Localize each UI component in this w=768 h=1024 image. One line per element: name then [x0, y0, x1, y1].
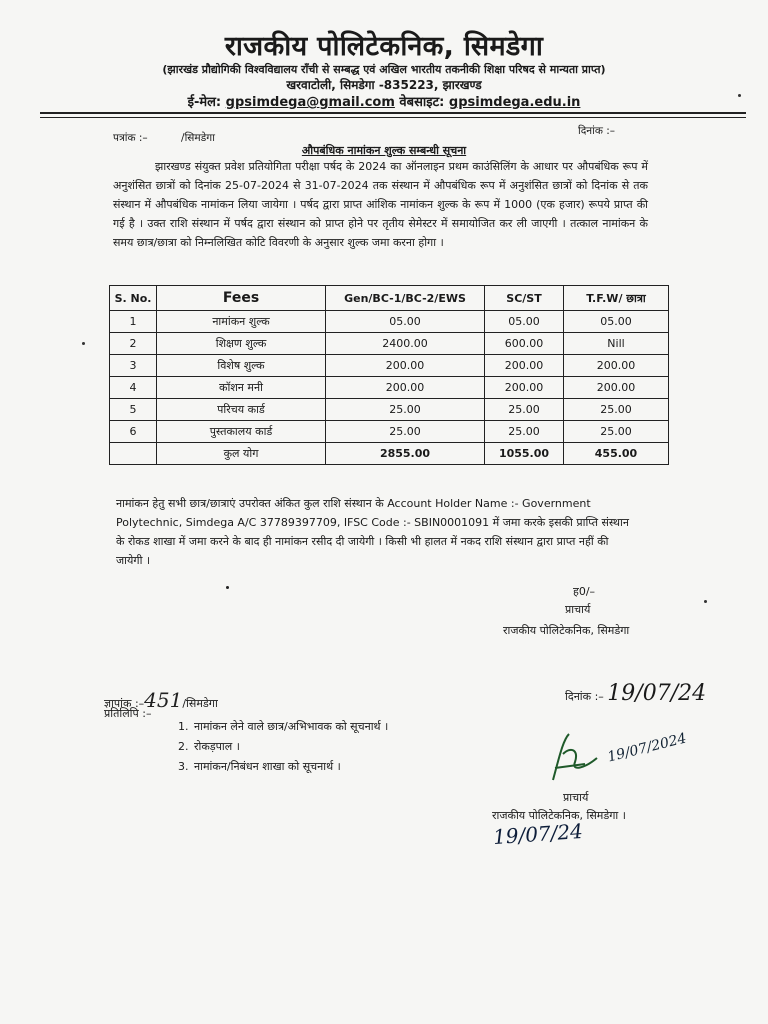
cell-scst: 200.00 — [485, 355, 564, 377]
list-number: 1. — [178, 720, 189, 733]
cell-tfw: 05.00 — [564, 311, 669, 333]
cell-fee-name: शिक्षण शुल्क — [157, 333, 326, 355]
copy-list — [178, 717, 388, 777]
table-row — [110, 421, 669, 443]
principal-designation-2: प्राचार्य — [563, 791, 589, 804]
cell-sno — [110, 443, 157, 465]
fees-table — [109, 285, 669, 465]
scan-mark — [738, 94, 741, 97]
scan-mark — [82, 342, 85, 345]
total-scst: 1055.00 — [485, 443, 564, 465]
memo-number-suffix: /सिमडेगा — [182, 697, 218, 710]
scan-mark — [704, 600, 707, 603]
cell-sno: 3 — [110, 355, 157, 377]
cell-gen: 05.00 — [326, 311, 485, 333]
cell-fee-name: पुस्तकालय कार्ड — [157, 421, 326, 443]
cell-fee-name: नामांकन शुल्क — [157, 311, 326, 333]
copy-to-label: प्रतिलिपि :– — [104, 707, 152, 720]
cell-fee-name: कॉशन मनी — [157, 377, 326, 399]
column-header: Gen/BC-1/BC-2/EWS — [326, 286, 485, 311]
cell-scst: 25.00 — [485, 399, 564, 421]
cell-gen: 200.00 — [326, 355, 485, 377]
email-link[interactable]: gpsimdega@gmail.com — [225, 95, 395, 110]
cell-sno: 5 — [110, 399, 157, 421]
website-link[interactable]: gpsimdega.edu.in — [448, 95, 581, 110]
total-gen: 2855.00 — [326, 443, 485, 465]
initial-date: 19/07/24 — [492, 818, 584, 850]
principal-institution-2: राजकीय पोलिटेकनिक, सिमडेगा । — [492, 809, 626, 822]
signed-mark: ह0/– — [573, 585, 596, 598]
cell-gen: 2400.00 — [326, 333, 485, 355]
cell-gen: 25.00 — [326, 399, 485, 421]
cell-sno: 1 — [110, 311, 157, 333]
cell-tfw: 200.00 — [564, 377, 669, 399]
affiliation-line: (झारखंड प्रौद्योगिकी विश्वविद्यालय राँची से सम्बद्ध एवं अखिल भारतीय तकनीकी शिक्षा परिषद से मान्यता प्राप्त) — [162, 63, 606, 76]
list-number: 3. — [178, 760, 189, 773]
table-row — [110, 377, 669, 399]
list-text: नामांकन लेने वाले छात्र/अभिभावक को सूचनार्थ । — [194, 720, 389, 733]
column-header: Fees — [157, 286, 326, 311]
table-header-row — [110, 286, 669, 311]
letter-body: झारखण्ड संयुक्त प्रवेश प्रतियोगिता परीक्षा पर्षद के 2024 का ऑनलाइन प्रथम काउंसिलिंग के आधार पर औपबंधिक रूप में अनुशंसित छात्रों को दिनांक 25-07-2024 से 31-07-2024 तक संस्थान में औपबंधिक रूप में अनुशंसित छात्रों को दिनांक से तक संस्थान में औपबंधिक नामांकन लिया जायेगा । पर्षद द्वारा प्राप्त आंशिक नामांकन शुल्क के रूप में 1000 (एक हजार) रूपये प्राप्त की गई है । उक्त राशि संस्थान में पर्षद द्वारा संस्थान को प्राप्त होने पर तृतीय सेमेस्टर में समायोजित कर ली जाएगी । तत्काल नामांकन के समय छात्र/छात्रा को निम्नलिखित कोटि विवरणी के अनुसार शुल्क जमा करना होगा । — [113, 160, 648, 249]
payment-note: नामांकन हेतु सभी छात्र/छात्राएं उपरोक्त अंकित कुल राशि संस्थान के Account Holder Name :- Government Polytechnic, Simdega A/C 37789397709, IFSC Code :- SBIN0001091 में जमा करके इसकी प्राप्ति संस्थान के रोकड शाखा में जमा करने के बाद ही नामांकन रसीद दी जायेगी । किसी भी हालत में नकद राशि संस्थान द्वारा प्राप्त नहीं की जायेगी । — [116, 497, 629, 567]
list-text: रोकड़पाल । — [194, 740, 240, 753]
table-row — [110, 311, 669, 333]
cell-sno: 4 — [110, 377, 157, 399]
institution-title: राजकीय पोलिटेकनिक, सिमडेगा — [224, 31, 544, 62]
column-header: SC/ST — [485, 286, 564, 311]
cell-sno: 2 — [110, 333, 157, 355]
list-text: नामांकन/निबंधन शाखा को सूचनार्थ । — [194, 760, 341, 773]
column-header: S. No. — [110, 286, 157, 311]
total-tfw: 455.00 — [564, 443, 669, 465]
principal-institution: राजकीय पोलिटेकनिक, सिमडेगा — [503, 624, 630, 637]
cell-tfw: 25.00 — [564, 421, 669, 443]
cell-gen: 25.00 — [326, 421, 485, 443]
list-item — [178, 737, 388, 757]
email-label: ई-मेल: — [187, 95, 222, 110]
table-row — [110, 333, 669, 355]
list-item — [178, 757, 388, 777]
memo-date-handwritten: 19/07/24 — [607, 681, 707, 706]
column-header: T.F.W/ छात्रा — [564, 286, 669, 311]
scan-mark — [226, 586, 229, 589]
principal-designation: प्राचार्य — [565, 603, 591, 616]
list-item — [178, 717, 388, 737]
table-row — [110, 355, 669, 377]
header-divider — [40, 112, 746, 114]
letter-number: पत्रांक :– /सिमडेगा — [113, 132, 215, 144]
header-divider-thin — [40, 117, 746, 118]
cell-sno: 6 — [110, 421, 157, 443]
memo-date-label: दिनांक :– — [565, 690, 604, 703]
website-label: वेबसाइट: — [399, 95, 445, 110]
memo-number-label: ज्ञापांक :– — [104, 697, 145, 710]
cell-scst: 200.00 — [485, 377, 564, 399]
total-row — [110, 443, 669, 465]
signature-mark — [545, 728, 605, 788]
letter-date-label: दिनांक :– — [578, 125, 616, 137]
table-row — [110, 399, 669, 421]
memo-date — [565, 681, 706, 706]
cell-tfw: 200.00 — [564, 355, 669, 377]
cell-gen: 200.00 — [326, 377, 485, 399]
cell-tfw: Nill — [564, 333, 669, 355]
cell-fee-name: विशेष शुल्क — [157, 355, 326, 377]
cell-tfw: 25.00 — [564, 399, 669, 421]
letter-subject: औपबंधिक नामांकन शुल्क सम्बन्धी सूचना — [301, 144, 467, 157]
cell-fee-name: परिचय कार्ड — [157, 399, 326, 421]
cell-scst: 600.00 — [485, 333, 564, 355]
memo-number-handwritten: 451 — [144, 688, 183, 712]
address-line: खरवाटोली, सिमडेगा -835223, झारखण्ड — [286, 78, 482, 92]
contact-line — [0, 92, 768, 110]
list-number: 2. — [178, 740, 189, 753]
total-label: कुल योग — [157, 443, 326, 465]
cell-scst: 25.00 — [485, 421, 564, 443]
signature-date: 19/07/2024 — [606, 730, 689, 766]
cell-scst: 05.00 — [485, 311, 564, 333]
